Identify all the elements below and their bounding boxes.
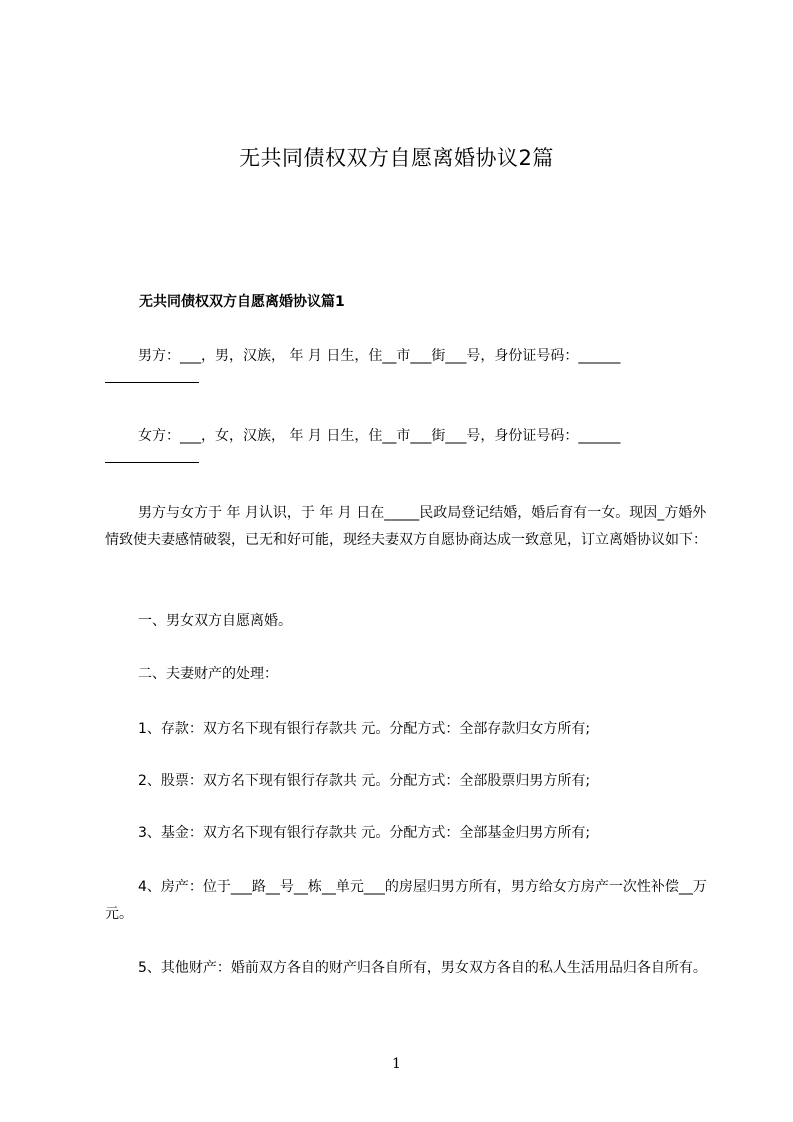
paragraph-other-text: 5、其他财产：婚前双方各自的财产归各自所有，男女双方各自的私人生活用品归各自所有。 xyxy=(138,960,707,976)
blank-underline xyxy=(105,462,199,463)
paragraph-intro xyxy=(105,500,709,554)
paragraph-item-one-text: 一、男女双方自愿离婚。 xyxy=(138,613,292,629)
paragraph-female xyxy=(105,423,709,463)
paragraph-male xyxy=(105,343,709,383)
paragraph-item-two xyxy=(105,661,709,688)
paragraph-intro-text: 男方与女方于 年 月认识，于 年 月 日在_____民政局登记结婚，婚后育有一女。现因_方婚外情致使夫妻感情破裂，已无和好可能，现经夫妻双方自愿协商达成一致意见，订立离婚协议如下： xyxy=(105,505,707,548)
paragraph-deposit xyxy=(105,716,709,743)
blank-underline xyxy=(105,382,199,383)
paragraph-female-text: 女方：___，女，汉族， 年 月 日生，住__市___街___号，身份证号码：______ xyxy=(138,428,621,444)
page-number: 1 xyxy=(392,1056,401,1072)
paragraph-stock-text: 2、股票：双方名下现有银行存款共 元。分配方式：全部股票归男方所有; xyxy=(138,773,591,789)
paragraph-deposit-text: 1、存款：双方名下现有银行存款共 元。分配方式：全部存款归女方所有; xyxy=(138,721,591,737)
paragraph-house-text: 4、房产：位于___路__号__栋__单元___的房屋归男方所有，男方给女方房产一次性补偿__万元。 xyxy=(105,879,707,922)
paragraph-stock xyxy=(105,768,709,795)
paragraph-item-two-text: 二、夫妻财产的处理： xyxy=(138,666,278,682)
section-title: 无共同债权双方自愿离婚协议篇1 xyxy=(139,294,345,310)
paragraph-fund-text: 3、基金：双方名下现有银行存款共 元。分配方式：全部基金归男方所有; xyxy=(138,825,591,841)
paragraph-house xyxy=(105,874,709,928)
paragraph-item-one xyxy=(105,608,709,635)
document-title: 无共同债权双方自愿离婚协议2篇 xyxy=(239,146,554,170)
paragraph-fund xyxy=(105,820,709,847)
paragraph-male-text: 男方：___，男，汉族， 年 月 日生，住__市___街___号，身份证号码：______ xyxy=(138,348,621,364)
paragraph-other xyxy=(105,955,709,982)
